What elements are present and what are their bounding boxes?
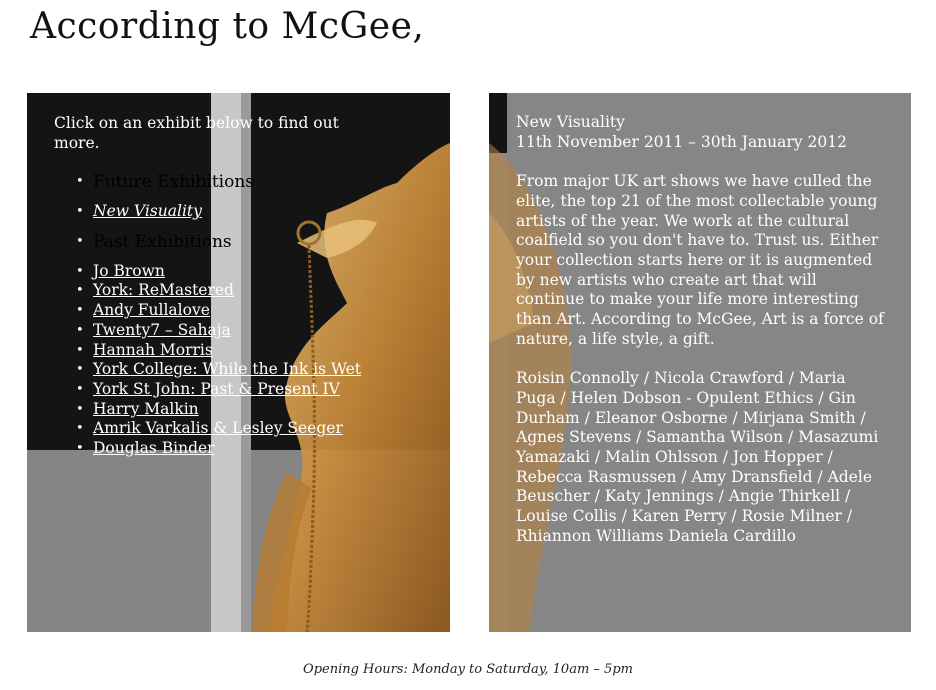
menu-item: [71, 231, 411, 253]
menu-link[interactable]: Douglas Binder: [93, 439, 215, 458]
menu-link[interactable]: York: ReMastered: [93, 281, 234, 300]
menu-item[interactable]: [71, 321, 411, 341]
menu-link[interactable]: New Visuality: [93, 202, 202, 220]
exhibit-detail-text: [516, 113, 888, 546]
menu-item[interactable]: [71, 419, 411, 439]
menu-item[interactable]: [71, 360, 411, 380]
menu-item[interactable]: [71, 281, 411, 301]
menu-link[interactable]: Jo Brown: [93, 261, 165, 280]
menu-item[interactable]: [71, 262, 411, 282]
menu-item[interactable]: [71, 400, 411, 420]
menu-item[interactable]: [71, 439, 411, 459]
menu-item: [71, 171, 411, 193]
menu-link[interactable]: York College: While the Ink is Wet: [93, 360, 362, 379]
menu-item[interactable]: [71, 202, 411, 222]
menu-heading: Past Exhibitions: [93, 231, 232, 252]
exhibit-detail-panel: [489, 93, 911, 632]
exhibit-title: New Visuality: [516, 113, 625, 131]
menu-link[interactable]: York St John: Past & Present IV: [93, 379, 340, 398]
menu-item[interactable]: [71, 301, 411, 321]
page-title: According to McGee,: [30, 6, 425, 47]
opening-hours: Opening Hours: Monday to Saturday, 10am – 5pm: [303, 662, 633, 677]
exhibit-dates: 11th November 2011 – 30th January 2012: [516, 132, 847, 151]
menu-item[interactable]: [71, 380, 411, 400]
menu-intro-text: Click on an exhibit below to find out more.: [54, 114, 339, 152]
menu-link[interactable]: Harry Malkin: [93, 399, 199, 418]
menu-link[interactable]: Andy Fullalove: [93, 301, 210, 320]
exhibit-description: From major UK art shows we have culled the elite, the top 21 of the most collectable young artists of the year. We work at the cultural coalfield so you don't have to. Trust us. Either your collection starts here or it is augmented by new artists who create art that will continue to make your life more interesting than Art. According to McGee, Art is a force of nature, a life style, a gift.: [516, 172, 884, 348]
menu-heading: Future Exhibitions: [93, 172, 254, 192]
menu-link[interactable]: Hannah Morris: [93, 340, 213, 359]
exhibit-menu-panel: [27, 93, 450, 632]
menu-link[interactable]: Amrik Varkalis & Lesley Seeger: [93, 419, 343, 438]
menu-link[interactable]: Twenty7 – Sahaja: [93, 320, 231, 339]
menu-item[interactable]: [71, 341, 411, 361]
exhibit-artists: Roisin Connolly / Nicola Crawford / Maria Puga / Helen Dobson - Opulent Ethics / Gin Durham / Eleanor Osborne / Mirjana Smith / Agnes Stevens / Samantha Wilson / Masazumi Yamazaki / Malin Ohlsson / Jon Hopper / Rebecca Rasmussen / Amy Dransfield / Adele Beuscher / Katy Jennings / Angie Thirkell / Louise Collis / Karen Perry / Rosie Milner / Rhiannon Williams Daniela Cardillo: [516, 369, 879, 545]
exhibit-menu: [71, 171, 411, 459]
